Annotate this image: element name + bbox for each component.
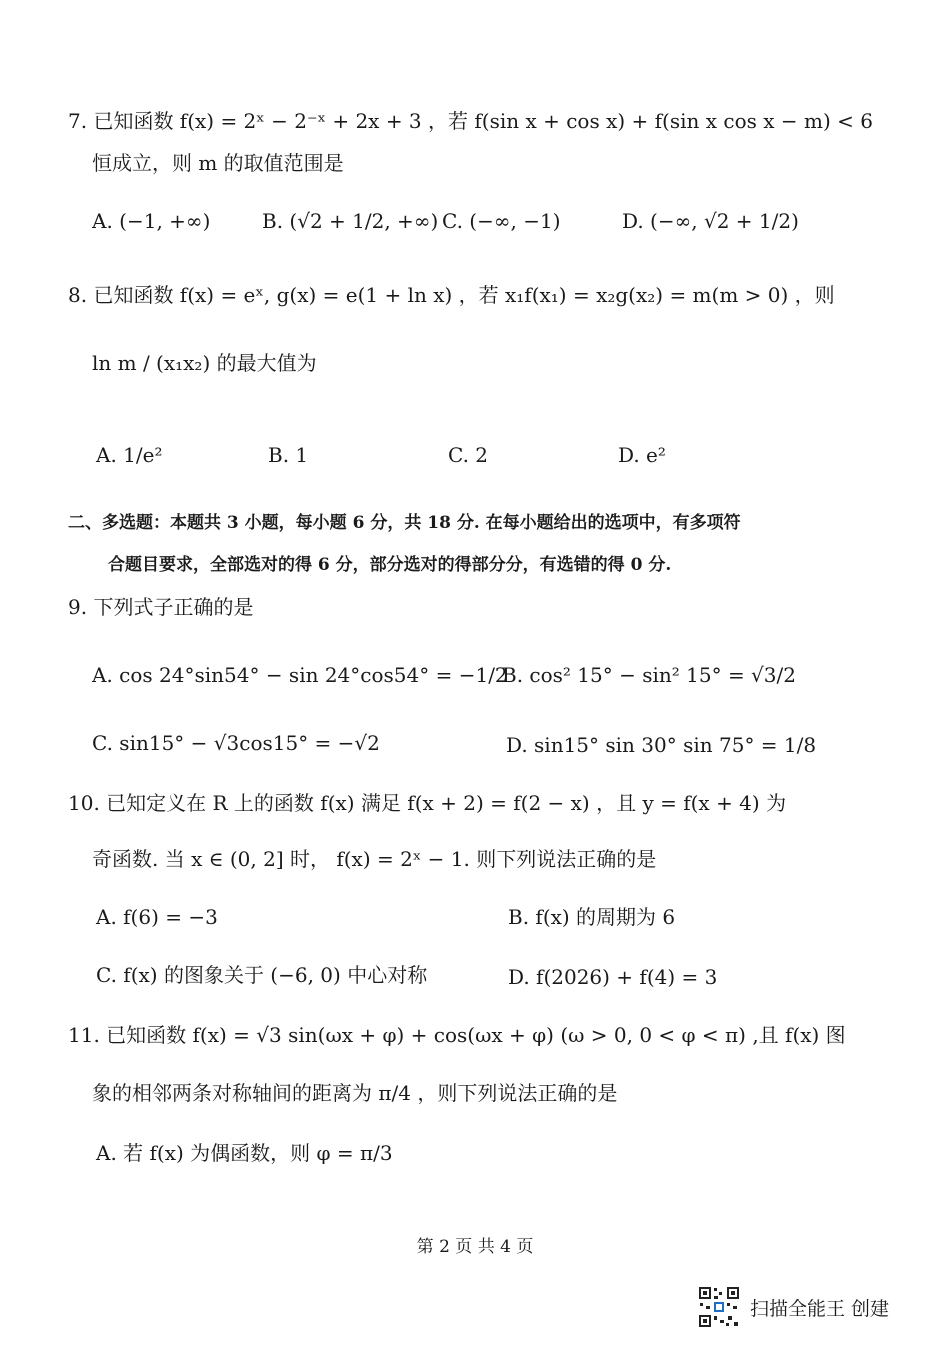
q7-stem-line1: 7. 已知函数 f(x) = 2ˣ − 2⁻ˣ + 2x + 3 ，若 f(sin x + cos x) + f(sin x cos x − m) < 6 xyxy=(68,109,873,133)
q7-stem-line2: 恒成立，则 m 的取值范围是 xyxy=(92,151,344,175)
q8-option-a: A. 1/e² xyxy=(96,443,163,467)
q9-option-b: B. cos² 15° − sin² 15° = √3/2 xyxy=(502,663,796,687)
q11-option-a: A. 若 f(x) 为偶函数，则 φ = π/3 xyxy=(96,1141,393,1165)
scanner-watermark: 扫描全能王 创建 xyxy=(750,1298,890,1320)
q10-option-c: C. f(x) 的图象关于 (−6, 0) 中心对称 xyxy=(96,963,428,987)
section2-instructions-line2: 合题目要求，全部选对的得 6 分，部分选对的得部分分，有选错的得 0 分. xyxy=(108,555,672,575)
q7-option-d: D. (−∞, √2 + 1/2) xyxy=(622,209,799,233)
q8-option-d: D. e² xyxy=(618,443,666,467)
q9-option-c: C. sin15° − √3cos15° = −√2 xyxy=(92,731,380,755)
q7-option-c: C. (−∞, −1) xyxy=(442,209,561,233)
q8-stem-line2: ln m / (x₁x₂) 的最大值为 xyxy=(92,351,317,375)
q7-option-b: B. (√2 + 1/2, +∞) xyxy=(262,209,439,233)
q9-option-d: D. sin15° sin 30° sin 75° = 1/8 xyxy=(506,733,817,757)
q11-stem-line1: 11. 已知函数 f(x) = √3 sin(ωx + φ) + cos(ωx + φ) (ω > 0, 0 < φ < π) ,且 f(x) 图 xyxy=(68,1023,846,1047)
q10-option-d: D. f(2026) + f(4) = 3 xyxy=(508,965,718,989)
q11-stem-line2: 象的相邻两条对称轴间的距离为 π/4 ，则下列说法正确的是 xyxy=(92,1081,618,1105)
page-number: 第 2 页 共 4 页 xyxy=(416,1237,534,1257)
q8-stem-line1: 8. 已知函数 f(x) = eˣ, g(x) = e(1 + ln x) ，若 x₁f(x₁) = x₂g(x₂) = m(m > 0) ，则 xyxy=(68,283,835,307)
q10-option-b: B. f(x) 的周期为 6 xyxy=(508,905,676,929)
q10-option-a: A. f(6) = −3 xyxy=(96,905,218,929)
q9-stem: 9. 下列式子正确的是 xyxy=(68,595,254,619)
section2-instructions-line1: 二、多选题：本题共 3 小题，每小题 6 分，共 18 分. 在每小题给出的选项中，有多项符 xyxy=(68,513,741,533)
q7-option-a: A. (−1, +∞) xyxy=(92,209,211,233)
q8-option-c: C. 2 xyxy=(448,443,489,467)
qr-code-icon xyxy=(698,1286,740,1328)
q8-option-b: B. 1 xyxy=(268,443,309,467)
q10-stem-line1: 10. 已知定义在 R 上的函数 f(x) 满足 f(x + 2) = f(2 − x) ，且 y = f(x + 4) 为 xyxy=(68,791,787,815)
q10-stem-line2: 奇函数. 当 x ∈ (0, 2] 时， f(x) = 2ˣ − 1. 则下列说法正确的是 xyxy=(92,847,657,871)
q9-option-a: A. cos 24°sin54° − sin 24°cos54° = −1/2 xyxy=(92,663,508,687)
